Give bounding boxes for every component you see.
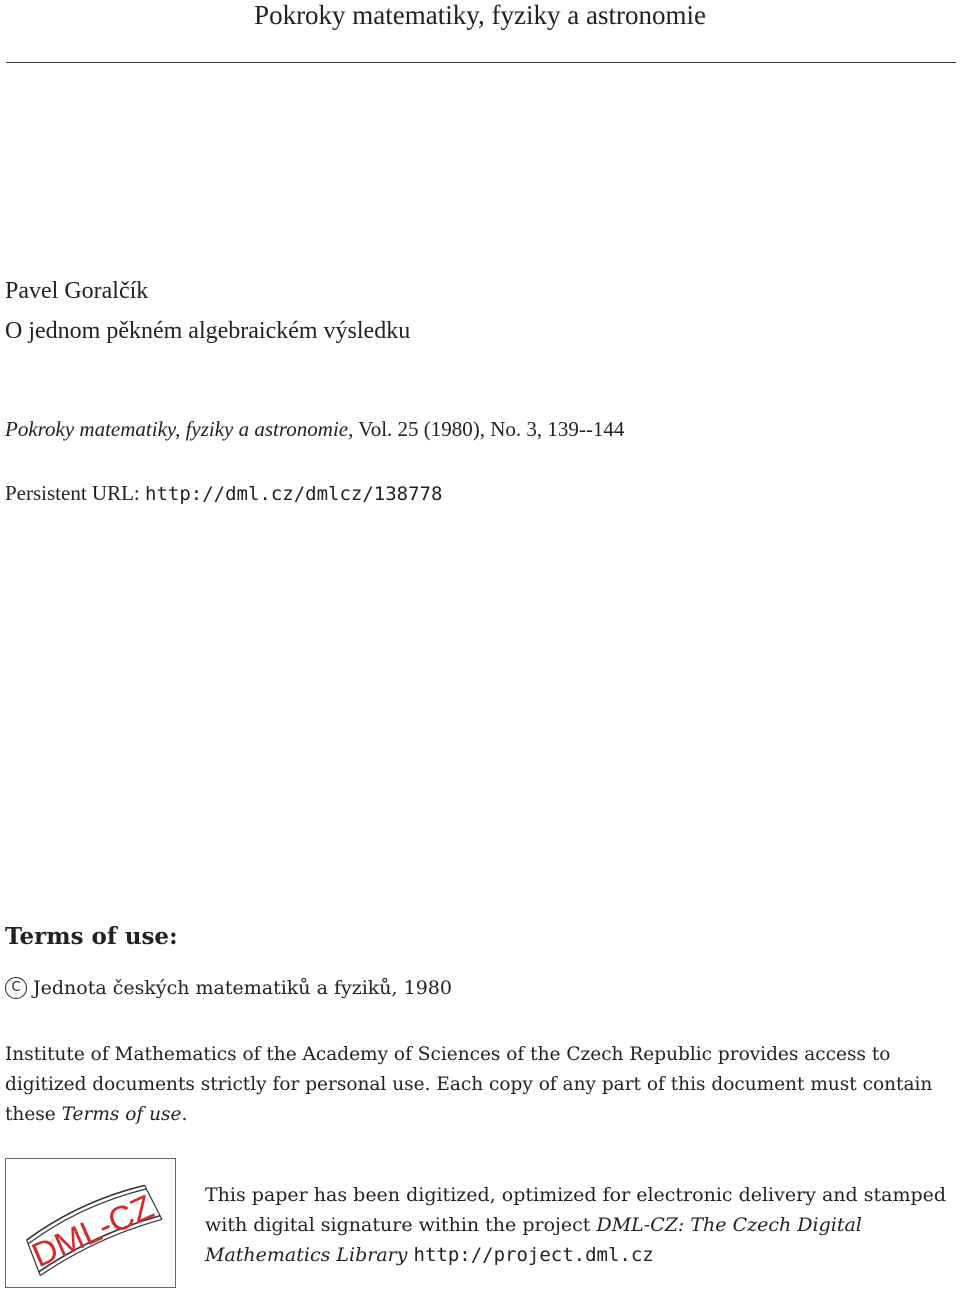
article-title: O jednom pěkném algebraickém výsledku bbox=[5, 318, 411, 344]
persistent-url-link[interactable]: http://dml.cz/dmlcz/138778 bbox=[145, 483, 443, 505]
terms-body-italic: Terms of use bbox=[61, 1104, 182, 1125]
dml-cz-logo-graphic bbox=[6, 1159, 175, 1287]
dml-cz-logo-text: DML-CZ bbox=[26, 1187, 160, 1275]
terms-heading: Terms of use: bbox=[5, 923, 178, 950]
footer-project-link[interactable]: http://project.dml.cz bbox=[413, 1244, 654, 1266]
terms-body bbox=[5, 1040, 940, 1130]
citation bbox=[5, 417, 624, 442]
journal-title: Pokroky matematiky, fyziky a astronomie bbox=[254, 0, 706, 30]
footer-text bbox=[205, 1180, 955, 1270]
copyright-line bbox=[5, 977, 452, 999]
footer-project-name: DML-CZ: The Czech Digital Mathematics Library bbox=[205, 1214, 862, 1266]
citation-details: , Vol. 25 (1980), No. 3, 139--144 bbox=[348, 417, 625, 441]
copyright-icon: C bbox=[5, 977, 27, 999]
header-divider bbox=[6, 62, 956, 63]
author-name: Pavel Goralčík bbox=[5, 278, 149, 304]
terms-body-end: . bbox=[181, 1104, 188, 1125]
terms-body-text: Institute of Mathematics of the Academy of Sciences of the Czech Republic provides access to digitized documents strictly for personal use. Each copy of any part of this document must contain these bbox=[5, 1044, 933, 1125]
persistent-url-label: Persistent URL: bbox=[5, 481, 145, 505]
citation-journal: Pokroky matematiky, fyziky a astronomie bbox=[5, 417, 349, 441]
dml-cz-logo bbox=[5, 1158, 176, 1288]
copyright-text: Jednota českých matematiků a fyziků, 1980 bbox=[33, 977, 452, 999]
footer-text-main: This paper has been digitized, optimized for electronic delivery and stamped with digital signature within the project bbox=[205, 1184, 947, 1236]
persistent-url-line bbox=[5, 481, 442, 506]
